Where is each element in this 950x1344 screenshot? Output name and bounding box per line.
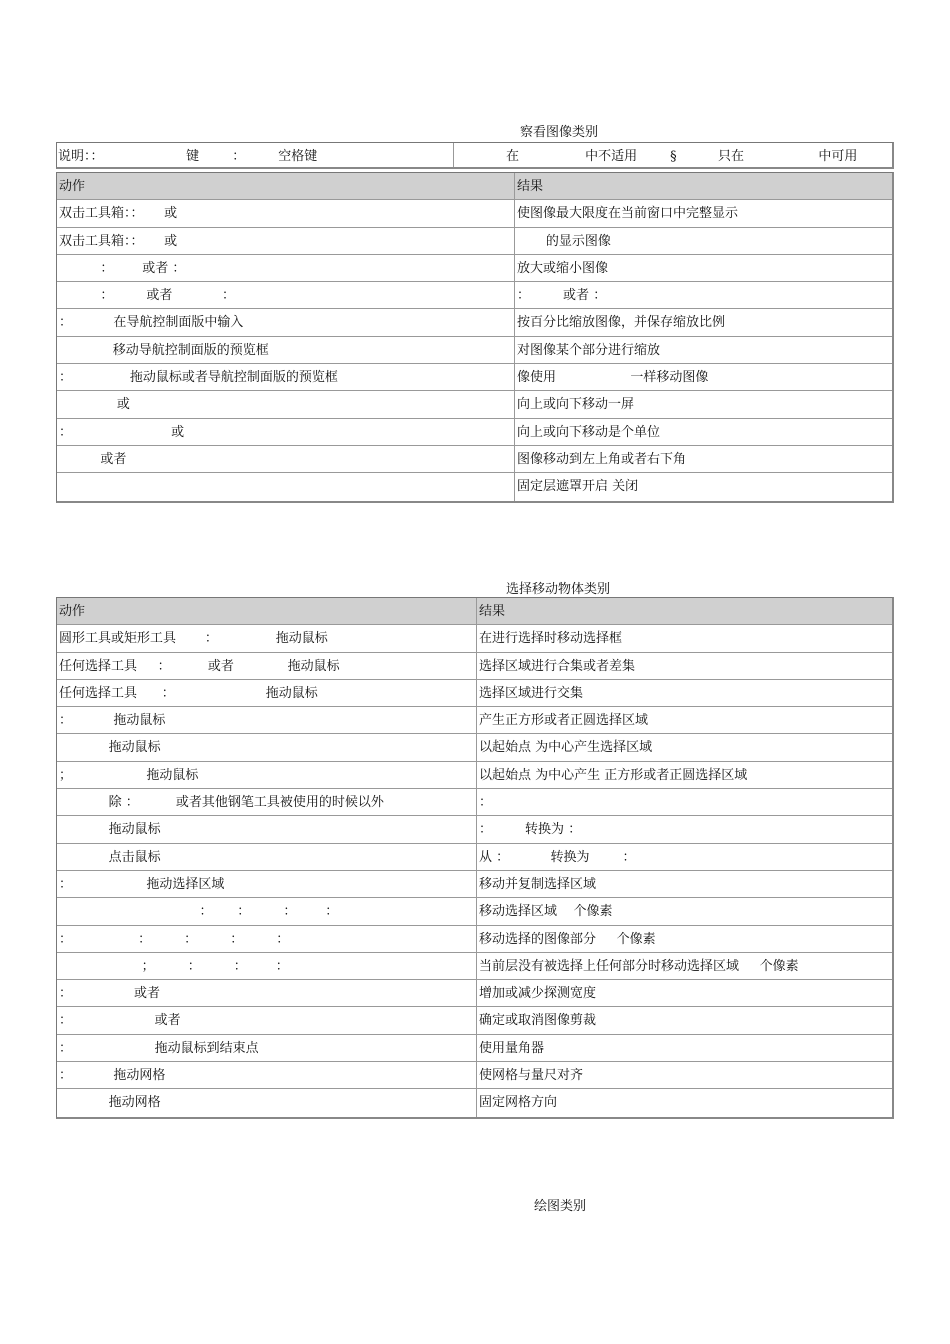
table-row [57,734,892,761]
action-cell: 任何选择工具 ： 拖动鼠标 [59,685,318,701]
table-header [57,598,892,625]
result-cell: 当前层没有被选择上任何部分时移动选择区域 个像素 [476,953,892,979]
result-cell: 使网格与量尺对齐 [476,1062,892,1088]
section1-title: 察看图像类别 [520,125,599,140]
result-cell: ： 转换为 ： [476,816,892,842]
action-cell: ： 拖动鼠标到结束点 [59,1040,259,1056]
result-cell: 选择区域进行合集或者差集 [476,653,892,679]
table-row [57,391,892,418]
result-cell: 选择区域进行交集 [476,680,892,706]
result-cell: 移动选择的图像部分 个像素 [476,926,892,952]
action-cell: 双击工具箱：： 或 [59,233,178,249]
table-row [57,364,892,391]
result-cell: ： [476,789,892,815]
table-row [57,844,892,871]
action-cell: 双击工具箱：： 或 [59,206,178,222]
table-row [57,419,892,446]
action-cell: 拖动鼠标 [59,822,161,838]
action-cell: ； ： ： ： [59,958,289,974]
action-cell: 圆形工具或矩形工具 ： 拖动鼠标 [59,631,328,647]
note-left: 说明：： 键 ： 空格键 [58,149,318,164]
action-cell: 或 [59,397,130,413]
action-cell: 或者 [59,451,127,467]
table-row [57,871,892,898]
table-row [57,707,892,734]
table-row [57,898,892,925]
table-header [57,173,892,200]
result-cell: 以起始点 为中心产生 正方形或者正圆选择区域 [476,762,892,788]
table-row [57,625,892,652]
table-row [57,762,892,789]
select-move-shortcuts-table [56,597,894,1119]
table-row [57,309,892,336]
view-shortcuts-table [56,172,894,503]
action-cell: 移动导航控制面版的预览框 [59,342,269,358]
table-row [57,789,892,816]
action-cell: ： 或者 ： [59,288,235,304]
table-row [57,1062,892,1089]
note-right: 在 中不适用 § 只在 中可用 [453,143,892,167]
action-cell: ： ： ： ： ： [59,931,290,947]
section3-title: 绘图类别 [534,1199,587,1214]
action-cell: ： 拖动选择区域 [59,876,225,892]
table-row [57,653,892,680]
action-cell [57,473,514,500]
table-row [57,1035,892,1062]
table-row [57,228,892,255]
action-cell: 点击鼠标 [59,849,161,865]
header-result: 结果 [476,598,892,624]
result-cell: 确定或取消图像剪裁 [476,1007,892,1033]
action-cell: 拖动鼠标 [59,740,161,756]
table-row [57,337,892,364]
result-cell: 固定层遮罩开启 关闭 [514,473,892,500]
result-cell: 移动并复制选择区域 [476,871,892,897]
action-cell: ： 拖动鼠标 [59,713,166,729]
result-cell: 产生正方形或者正圆选择区域 [476,707,892,733]
result-cell: 使图像最大限度在当前窗口中完整显示 [514,200,892,226]
result-cell: 从 ： 转换为 ： [476,844,892,870]
table-row [57,816,892,843]
table-row [57,1089,892,1116]
result-cell: 图像移动到左上角或者右下角 [514,446,892,472]
table-row [57,255,892,282]
header-action: 动作 [59,179,86,194]
result-cell: 向上或向下移动一屏 [514,391,892,417]
action-cell: ： 或者 [59,1013,181,1029]
result-cell: 在进行选择时移动选择框 [476,625,892,651]
action-cell: 除 ： 或者其他钢笔工具被使用的时候以外 [59,795,384,811]
result-cell: 移动选择区域 个像素 [476,898,892,924]
action-cell: 任何选择工具 ： 或者 拖动鼠标 [59,658,340,674]
action-cell: ： 拖动鼠标或者导航控制面版的预览框 [59,370,338,386]
table-row [57,680,892,707]
action-cell: ： 拖动网格 [59,1068,166,1084]
result-cell: 的显示图像 [514,228,892,254]
table-row [57,980,892,1007]
result-cell: 像使用 一样移动图像 [514,364,892,390]
header-result: 结果 [514,173,892,199]
table-row [57,953,892,980]
result-cell: 使用量角器 [476,1035,892,1061]
table-row [57,473,892,500]
table-row [57,282,892,309]
result-cell: 以起始点 为中心产生选择区域 [476,734,892,760]
note-row [56,142,894,169]
action-cell: ： 在导航控制面版中输入 [59,315,244,331]
result-cell: 增加或减少探测宽度 [476,980,892,1006]
result-cell: 对图像某个部分进行缩放 [514,337,892,363]
action-cell: ； 拖动鼠标 [59,767,199,783]
table-row [57,1007,892,1034]
table-row [57,446,892,473]
table-row [57,200,892,227]
action-cell: ： 或 [59,424,185,440]
table-row [57,926,892,953]
action-cell: ： 或者 [59,986,160,1002]
action-cell: 拖动网格 [59,1095,161,1111]
section2-title: 选择移动物体类别 [506,582,611,597]
action-cell: ： ： ： ： [59,904,339,920]
result-cell: 固定网格方向 [476,1089,892,1116]
result-cell: ： 或者 ： [514,282,892,308]
result-cell: 向上或向下移动是个单位 [514,419,892,445]
result-cell: 放大或缩小图像 [514,255,892,281]
header-action: 动作 [59,604,86,619]
action-cell: ： 或者 ： [59,260,186,276]
result-cell: 按百分比缩放图像，并保存缩放比例 [514,309,892,335]
